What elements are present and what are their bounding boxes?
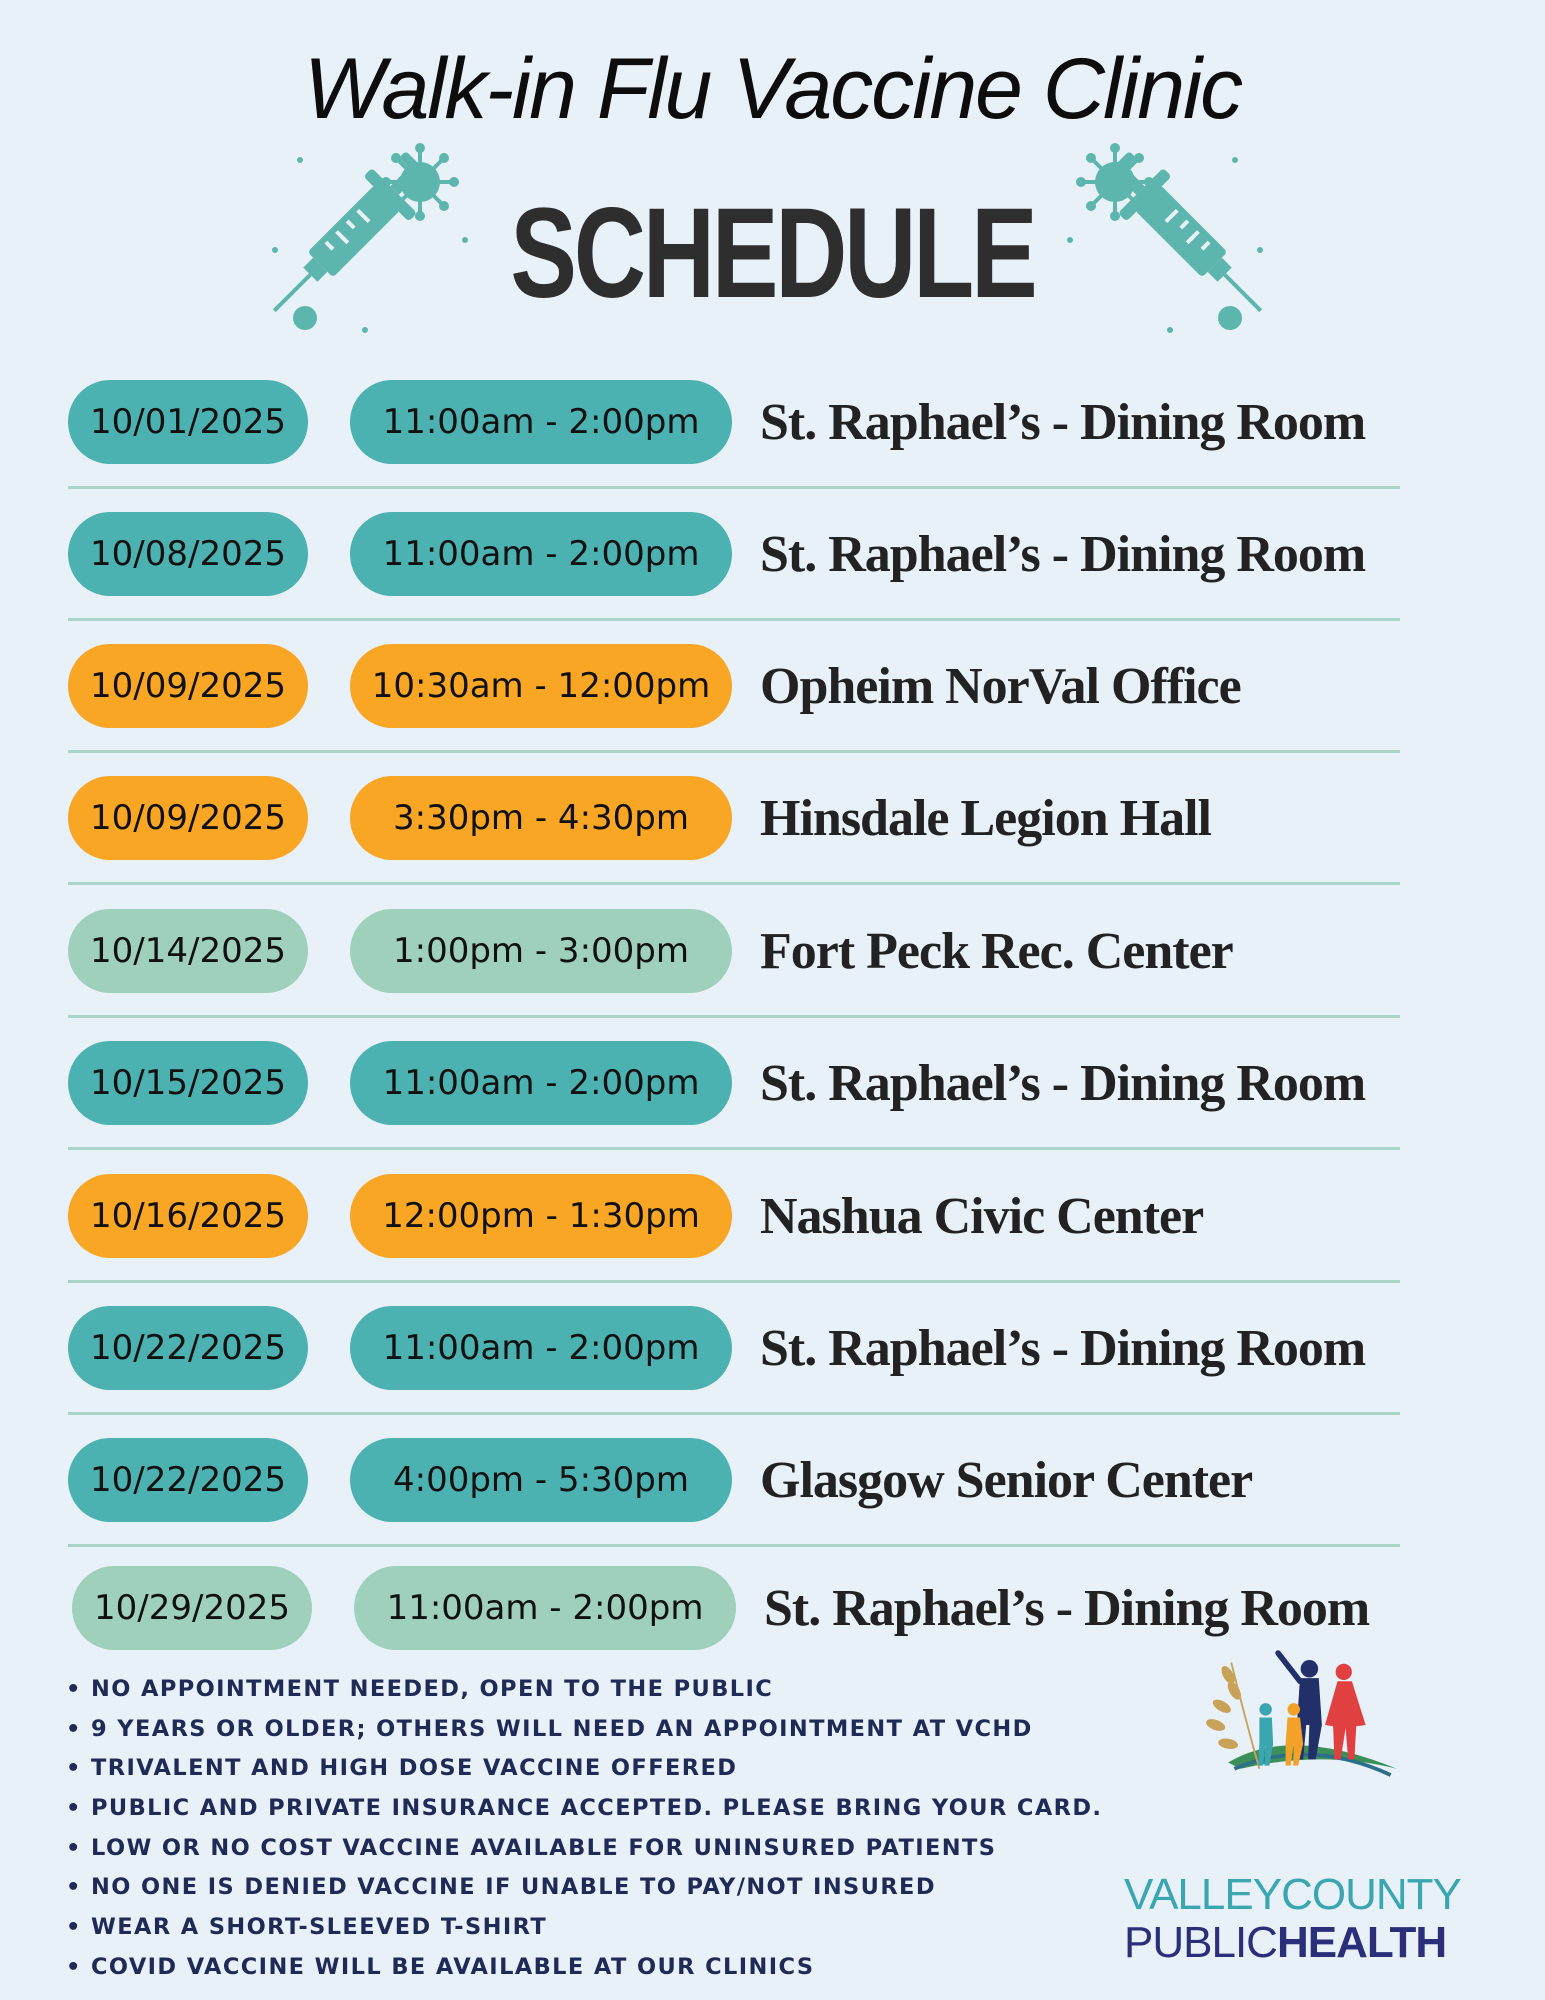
time-pill: 1:00pm - 3:00pm (350, 909, 732, 993)
location-label: Fort Peck Rec. Center (760, 922, 1233, 980)
row-divider (68, 1544, 1400, 1547)
row-divider (68, 1412, 1400, 1415)
date-pill: 10/15/2025 (68, 1041, 308, 1125)
note-item: • LOW OR NO COST VACCINE AVAILABLE FOR UNINSURED PATIENTS (66, 1834, 997, 1861)
family-logo-icon (1115, 1650, 1485, 1850)
date-pill: 10/16/2025 (68, 1174, 308, 1258)
syringe-virus-right-icon (1060, 140, 1270, 350)
time-pill: 11:00am - 2:00pm (350, 380, 732, 464)
schedule-row (0, 1041, 1545, 1173)
date-pill: 10/29/2025 (72, 1566, 312, 1650)
note-item: • PUBLIC AND PRIVATE INSURANCE ACCEPTED. PLEASE BRING YOUR CARD. (66, 1795, 1103, 1822)
time-pill: 11:00am - 2:00pm (350, 1306, 732, 1390)
time-pill: 10:30am - 12:00pm (350, 644, 732, 728)
logo-text-line1 (1124, 1870, 1461, 1920)
row-divider (68, 1015, 1400, 1018)
time-pill: 11:00am - 2:00pm (354, 1566, 736, 1650)
note-item: • TRIVALENT AND HIGH DOSE VACCINE OFFERED (66, 1755, 738, 1782)
location-label: Nashua Civic Center (760, 1187, 1204, 1245)
note-item: • NO ONE IS DENIED VACCINE IF UNABLE TO PAY/NOT INSURED (66, 1874, 936, 1901)
schedule-row (0, 644, 1545, 776)
time-pill: 11:00am - 2:00pm (350, 1041, 732, 1125)
syringe-icon (265, 142, 443, 333)
date-pill: 10/01/2025 (68, 380, 308, 464)
schedule-row (0, 512, 1545, 644)
location-label: Glasgow Senior Center (760, 1451, 1253, 1509)
schedule-row (0, 380, 1545, 512)
logo-word-county: COUNTY (1281, 1870, 1461, 1919)
date-pill: 10/08/2025 (68, 512, 308, 596)
date-pill: 10/09/2025 (68, 776, 308, 860)
schedule-row (0, 909, 1545, 1041)
note-item: • 9 YEARS OR OLDER; OTHERS WILL NEED AN APPOINTMENT AT VCHD (66, 1715, 1033, 1742)
syringe-virus-left-icon (265, 140, 475, 350)
schedule-row (0, 1306, 1545, 1438)
logo-word-valley: VALLEY (1124, 1870, 1282, 1919)
location-label: St. Raphael’s - Dining Room (760, 525, 1366, 583)
row-divider (68, 882, 1400, 885)
page-title: Walk-in Flu Vaccine Clinic (303, 41, 1242, 137)
date-pill: 10/14/2025 (68, 909, 308, 993)
page-subtitle: SCHEDULE (510, 182, 1035, 325)
location-label: Opheim NorVal Office (760, 657, 1241, 715)
note-item: • NO APPOINTMENT NEEDED, OPEN TO THE PUBLIC (66, 1676, 774, 1702)
row-divider (68, 618, 1400, 621)
row-divider (68, 1280, 1400, 1283)
time-pill: 11:00am - 2:00pm (350, 512, 732, 596)
schedule-row (0, 776, 1545, 908)
logo-word-health: HEALTH (1276, 1918, 1447, 1967)
logo-word-public: PUBLIC (1124, 1918, 1277, 1967)
location-label: St. Raphael’s - Dining Room (760, 393, 1366, 451)
location-label: St. Raphael’s - Dining Room (760, 1054, 1366, 1112)
time-pill: 12:00pm - 1:30pm (350, 1174, 732, 1258)
row-divider (68, 1147, 1400, 1150)
logo-text-line2 (1124, 1918, 1446, 1968)
location-label: Hinsdale Legion Hall (760, 789, 1211, 847)
location-label: St. Raphael’s - Dining Room (764, 1579, 1370, 1637)
time-pill: 3:30pm - 4:30pm (350, 776, 732, 860)
note-item: • WEAR A SHORT-SLEEVED T-SHIRT (66, 1914, 548, 1941)
location-label: St. Raphael’s - Dining Room (760, 1319, 1366, 1377)
row-divider (68, 750, 1400, 753)
date-pill: 10/22/2025 (68, 1306, 308, 1390)
date-pill: 10/09/2025 (68, 644, 308, 728)
schedule-row (0, 1438, 1545, 1570)
schedule-row (0, 1174, 1545, 1306)
syringe-icon (1092, 142, 1270, 333)
date-pill: 10/22/2025 (68, 1438, 308, 1522)
notes-list (66, 1670, 1102, 1988)
row-divider (68, 486, 1400, 489)
time-pill: 4:00pm - 5:30pm (350, 1438, 732, 1522)
note-item: • COVID VACCINE WILL BE AVAILABLE AT OUR CLINICS (66, 1953, 815, 1980)
